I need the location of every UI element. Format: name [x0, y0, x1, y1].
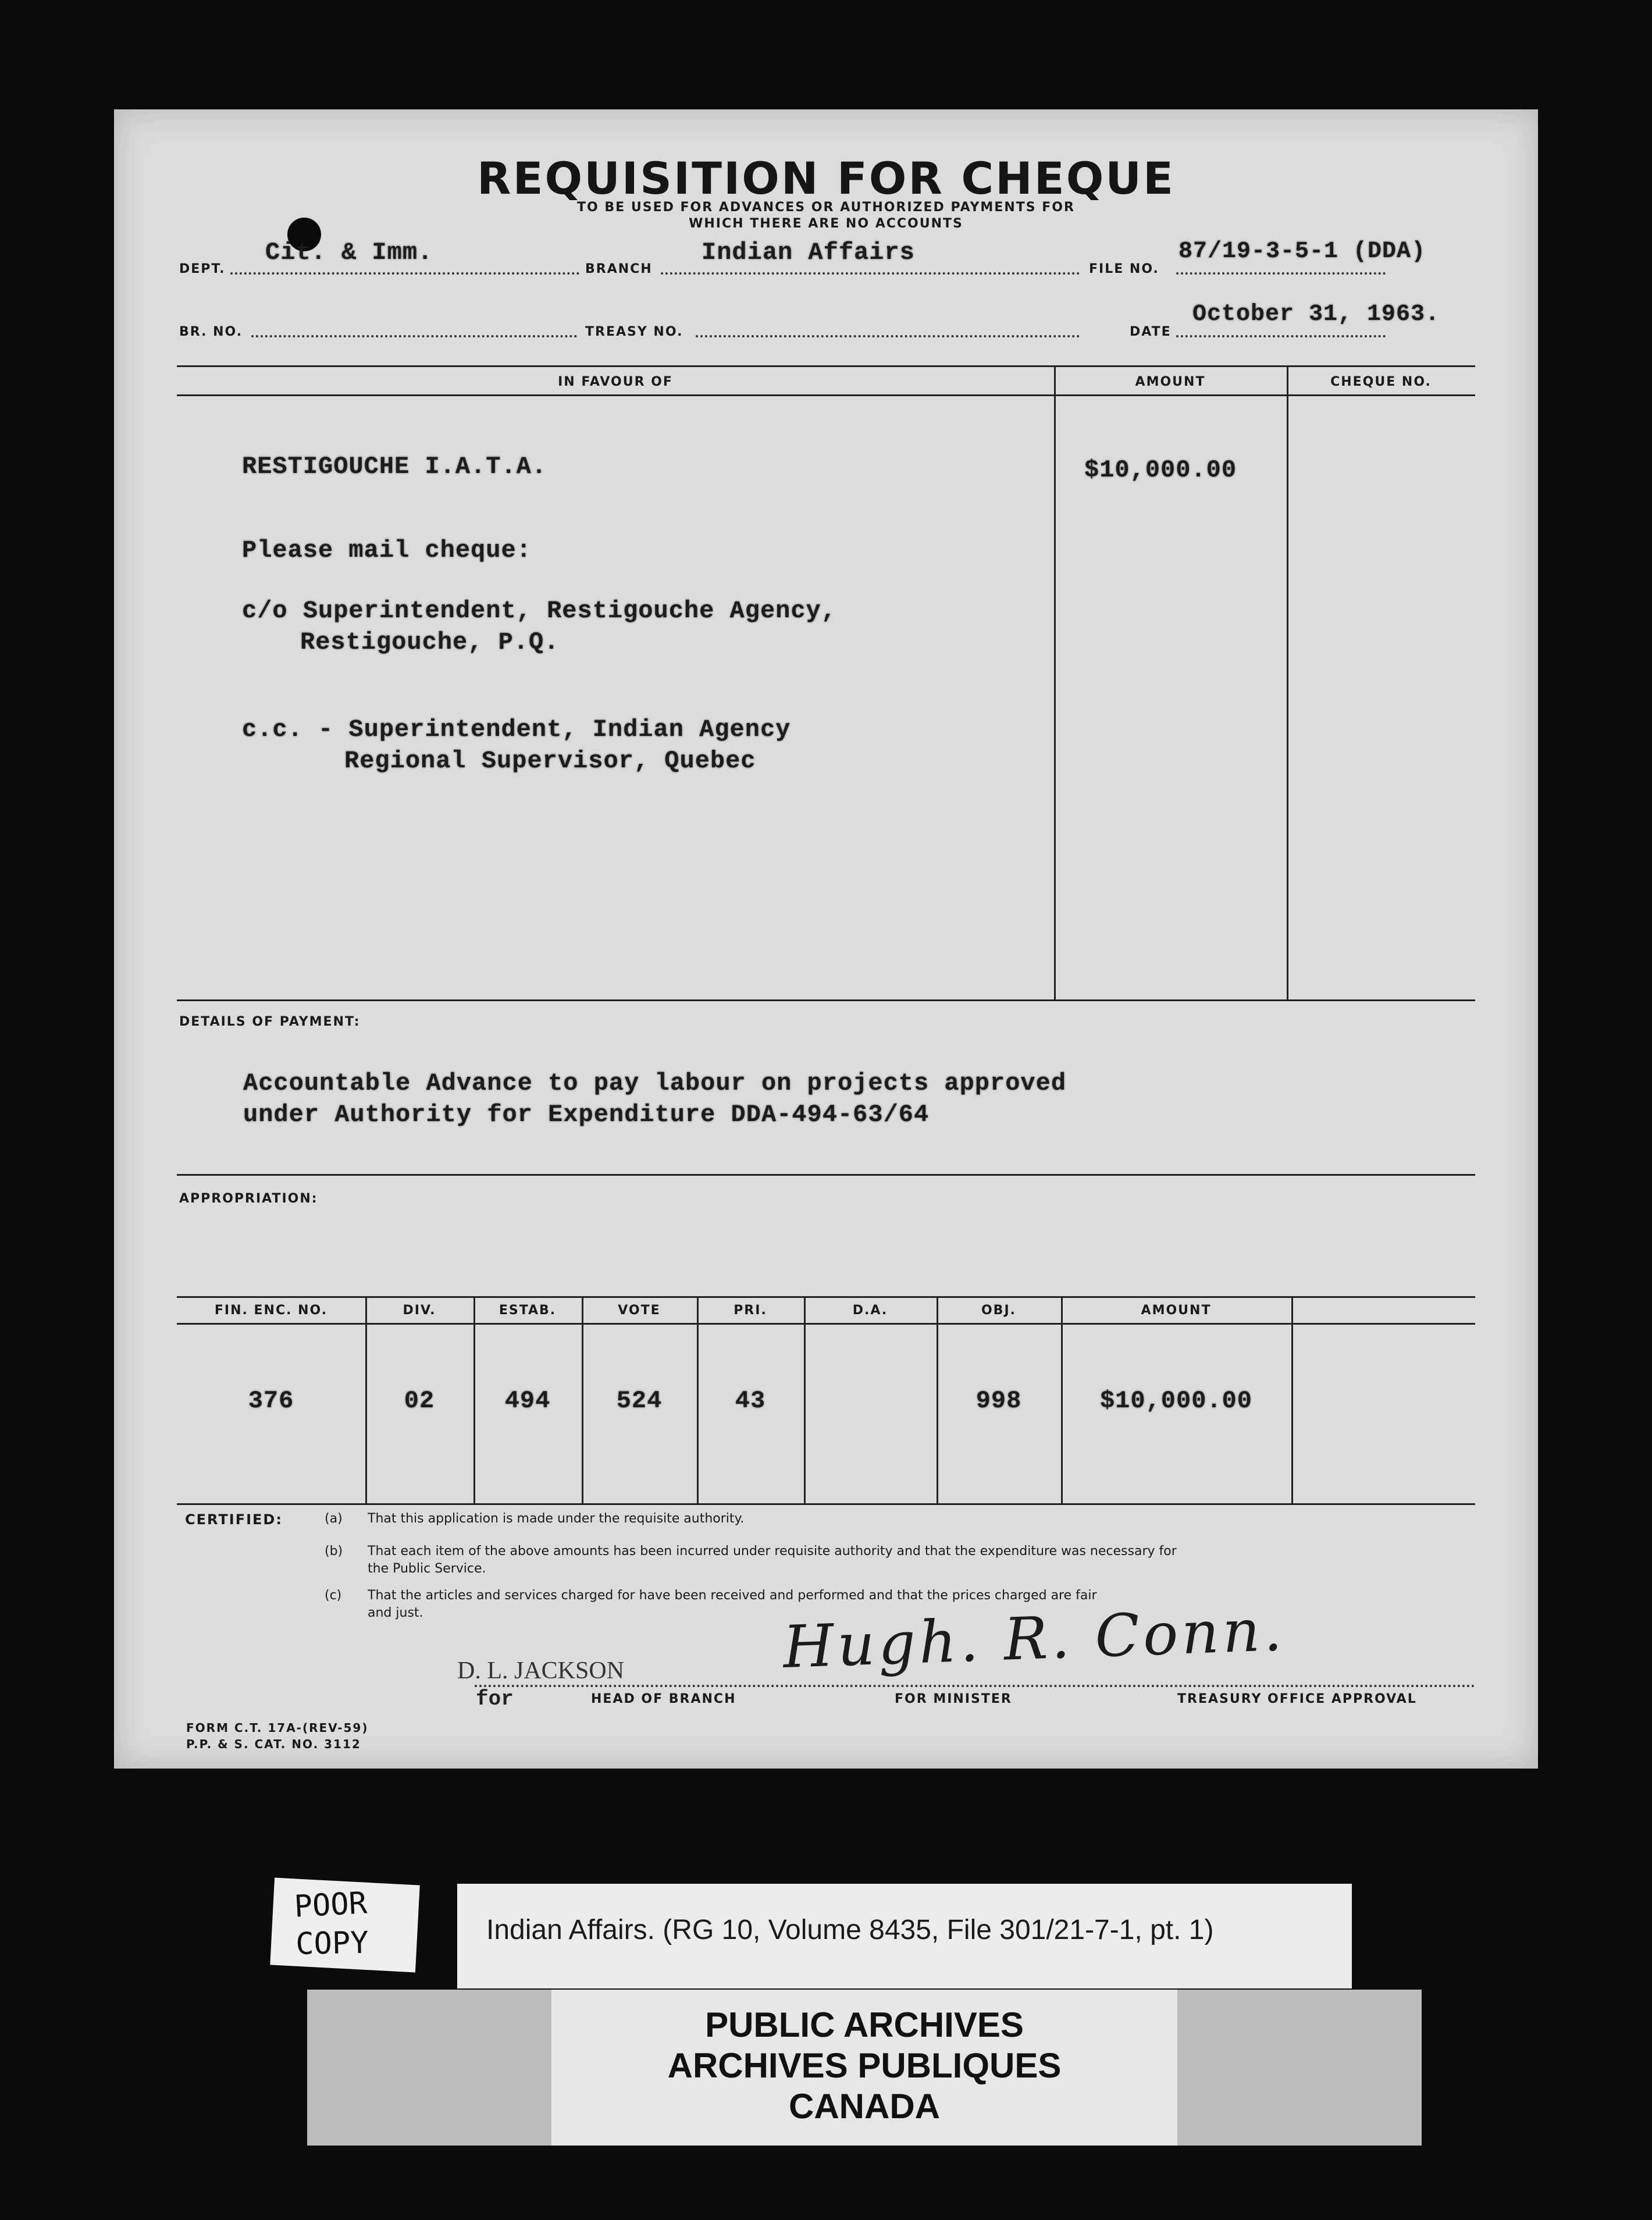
- poor-copy-note: [270, 1878, 420, 1973]
- certified-text-c: That the articles and services charged for have been received and performed and that the prices charged are fair and just.: [368, 1588, 1097, 1620]
- signature-dotted-line: [475, 1685, 1475, 1687]
- dept-value: Cit. & Imm.: [265, 239, 433, 266]
- branch-dotted-line: [661, 272, 1080, 275]
- appropriation-table-top: [177, 1296, 1475, 1298]
- form-number-2: P.P. & S. CAT. NO. 3112: [186, 1737, 361, 1751]
- date-dotted-line: [1176, 335, 1386, 337]
- br-no-dotted-line: [251, 335, 577, 337]
- form-subtitle-1: TO BE USED FOR ADVANCES OR AUTHORIZED PAYMENTS FOR: [577, 200, 1075, 215]
- payee-value: RESTIGOUCHE I.A.T.A.: [242, 453, 547, 481]
- table-header-cell: VOTE: [618, 1303, 661, 1318]
- certified-key-b: (b): [325, 1544, 343, 1559]
- treasy-no-label: TREASY NO.: [585, 325, 683, 339]
- appropriation-header-bottom: [177, 1323, 1475, 1325]
- payee-box-top: [177, 365, 1475, 367]
- file-no-dotted-line: [1176, 272, 1386, 275]
- amount-header: AMOUNT: [1135, 375, 1206, 389]
- date-value: October 31, 1963.: [1192, 301, 1440, 328]
- cheque-no-header: CHEQUE NO.: [1330, 375, 1432, 389]
- branch-label: BRANCH: [585, 262, 653, 276]
- details-line-2: under Authority for Expenditure DDA-494-63/64: [243, 1101, 930, 1129]
- certified-text-a: That this application is made under the requisite authority.: [368, 1511, 745, 1526]
- in-favour-of-header: IN FAVOUR OF: [558, 375, 673, 389]
- stamped-for: for: [476, 1687, 514, 1711]
- poor-copy-line-1: POOR: [293, 1885, 368, 1924]
- amount-cheque-divider: [1287, 365, 1288, 999]
- form-subtitle-2: WHICH THERE ARE NO ACCOUNTS: [689, 216, 963, 231]
- details-line-1: Accountable Advance to pay labour on projects approved: [243, 1069, 1067, 1097]
- reference-label: [457, 1884, 1352, 1988]
- appropriation-table-bottom: [177, 1503, 1475, 1505]
- archives-banner: [307, 1990, 1422, 2146]
- col-divider: [804, 1296, 806, 1503]
- certified-key-a: (a): [325, 1511, 343, 1526]
- requisition-form: [114, 109, 1538, 1769]
- treasury-approval-label: TREASURY OFFICE APPROVAL: [1177, 1692, 1417, 1706]
- amount-value: $10,000.00: [1084, 456, 1237, 484]
- table-cell: 376: [248, 1387, 294, 1415]
- mail-instruction: Please mail cheque:: [242, 536, 532, 564]
- archives-line-2: ARCHIVES PUBLIQUES: [667, 2046, 1062, 2085]
- treasy-no-dotted-line: [696, 335, 1080, 337]
- payee-amount-divider: [1054, 365, 1056, 999]
- archives-line-3: CANADA: [789, 2087, 940, 2126]
- certified-text-b: That each item of the above amounts has been incurred under requisite authority and that the expenditure was necessary for the Public Service.: [368, 1544, 1177, 1576]
- table-cell: $10,000.00: [1099, 1387, 1253, 1415]
- table-header-cell: DIV.: [403, 1303, 436, 1318]
- certified-label: CERTIFIED:: [185, 1511, 283, 1528]
- table-cell: 02: [404, 1387, 435, 1415]
- col-divider: [1291, 1296, 1293, 1503]
- file-no-label: FILE NO.: [1089, 262, 1159, 276]
- poor-copy-line-2: COPY: [295, 1925, 369, 1962]
- form-title: REQUISITION FOR CHEQUE: [477, 152, 1175, 204]
- table-header-cell: PRI.: [734, 1303, 767, 1318]
- table-cell: 524: [616, 1387, 663, 1415]
- signature: Hugh. R. Conn.: [782, 1595, 1287, 1682]
- form-number-1: FORM C.T. 17A-(REV-59): [186, 1721, 369, 1735]
- table-cell: 494: [504, 1387, 551, 1415]
- table-cell: 998: [975, 1387, 1022, 1415]
- table-header-cell: FIN. ENC. NO.: [214, 1303, 328, 1318]
- cc-line-1: c.c. - Superintendent, Indian Agency: [242, 716, 791, 743]
- file-no-value: 87/19-3-5-1 (DDA): [1179, 239, 1426, 265]
- table-header-cell: AMOUNT: [1141, 1303, 1212, 1318]
- archives-line-1: PUBLIC ARCHIVES: [705, 2005, 1024, 2044]
- br-no-label: BR. NO.: [179, 325, 243, 339]
- head-of-branch-label: HEAD OF BRANCH: [591, 1692, 736, 1706]
- reference-text: Indian Affairs. (RG 10, Volume 8435, File 301/21-7-1, pt. 1): [486, 1915, 1214, 1945]
- for-minister-label: FOR MINISTER: [895, 1692, 1012, 1706]
- table-header-cell: D.A.: [852, 1303, 888, 1318]
- payee-box-bottom: [177, 999, 1475, 1001]
- date-label: DATE: [1130, 325, 1172, 339]
- mail-address-2: Restigouche, P.Q.: [300, 628, 560, 656]
- cc-line-2: Regional Supervisor, Quebec: [344, 747, 756, 775]
- branch-value: Indian Affairs: [702, 239, 915, 266]
- table-header-cell: ESTAB.: [499, 1303, 557, 1318]
- table-cell: 43: [735, 1387, 766, 1415]
- certified-key-c: (c): [325, 1588, 342, 1603]
- payee-header-bottom: [177, 394, 1475, 396]
- details-bottom-line: [177, 1174, 1475, 1176]
- appropriation-label: APPROPRIATION:: [179, 1191, 318, 1206]
- table-header-cell: OBJ.: [981, 1303, 1016, 1318]
- stamped-name: D. L. JACKSON: [457, 1657, 625, 1684]
- dept-label: DEPT.: [179, 262, 226, 276]
- dept-dotted-line: [230, 272, 579, 275]
- mail-address-1: c/o Superintendent, Restigouche Agency,: [242, 597, 836, 625]
- details-of-payment-label: DETAILS OF PAYMENT:: [179, 1015, 361, 1029]
